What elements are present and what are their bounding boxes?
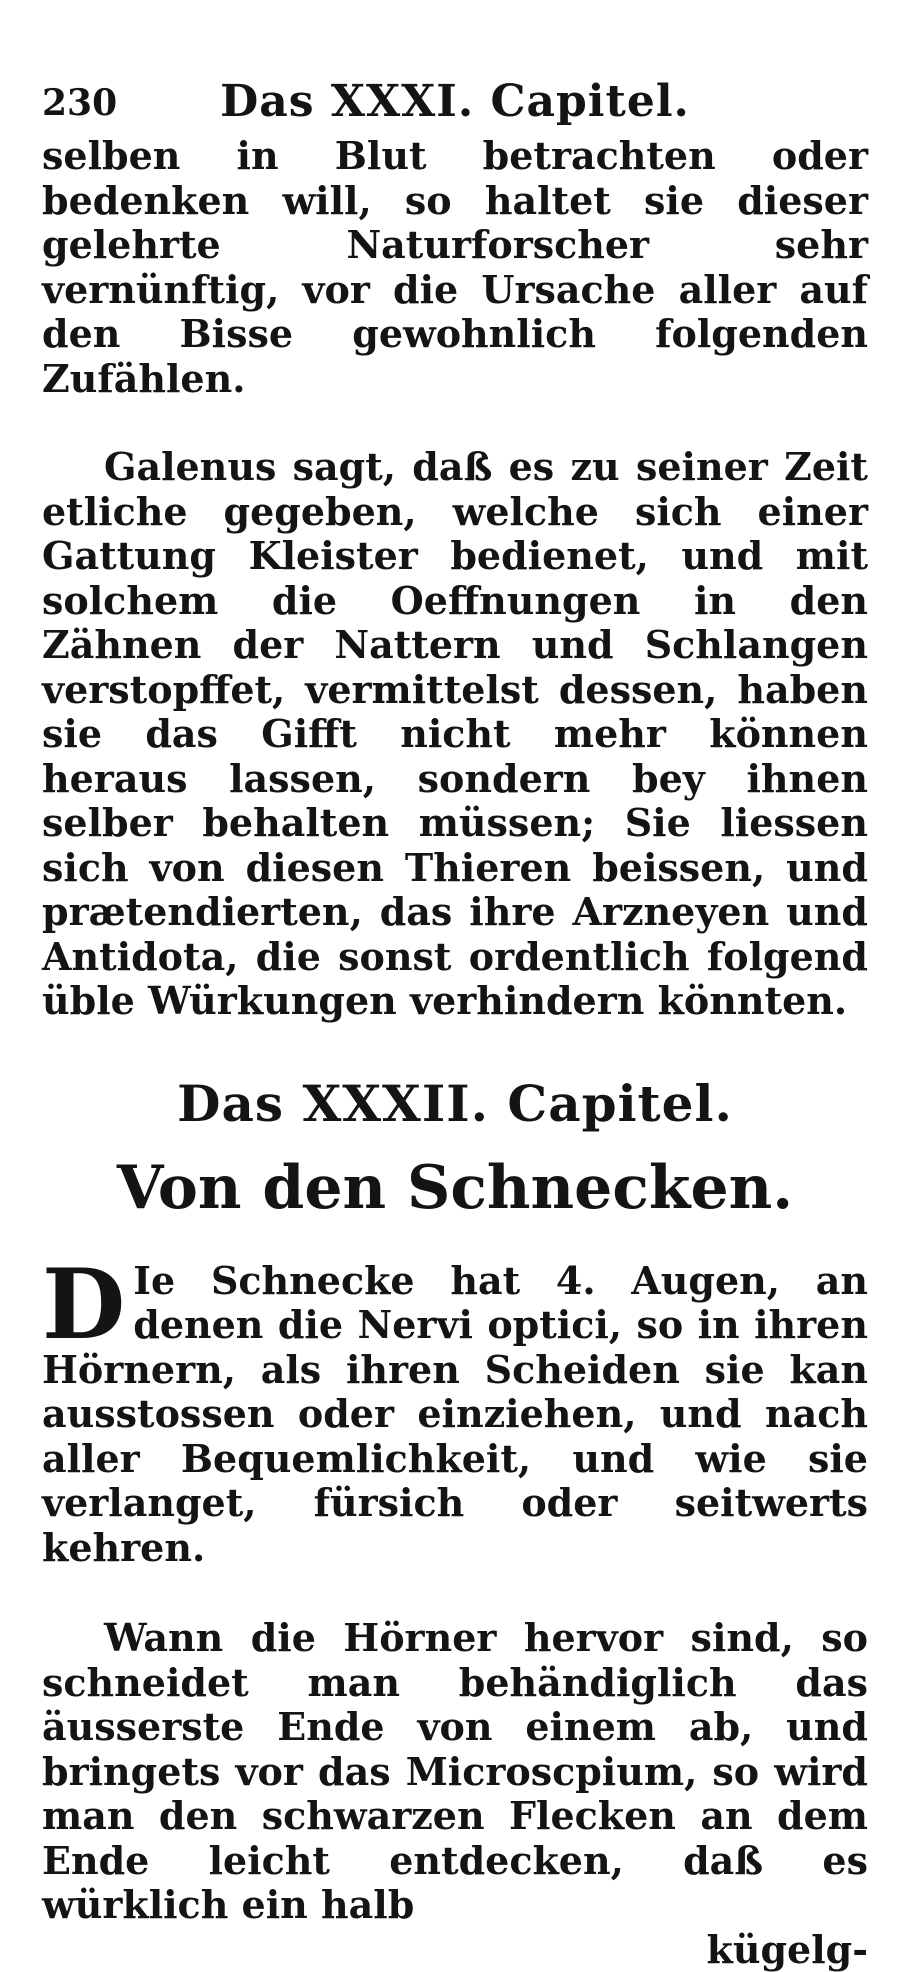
chapter-heading: Das XXXII. Capitel. bbox=[42, 1074, 868, 1133]
paragraph-schnecke bbox=[42, 1259, 868, 1571]
running-title: Das XXXI. Capitel. bbox=[42, 76, 868, 127]
paragraph-wann: Wann die Hörner hervor sind, so schneidet man behändiglich das äusserste Ende von einem ab, und bringets vor das Microscpium, so wird man den schwarzen Flecken an dem Ende leicht entdecken, daß es würklich ein halb bbox=[42, 1616, 868, 1928]
chapter-subtitle: Von den Schnecken. bbox=[42, 1153, 868, 1223]
paragraph-continuation: selben in Blut betrachten oder bedenken will, so haltet sie dieser gelehrte Naturforscher sehr vernünftig, vor die Ursache aller auf den Bisse gewohnlich folgenden Zufählen. bbox=[42, 134, 868, 401]
catchword: kügelg- bbox=[42, 1928, 868, 1972]
paragraph-schnecke-text: Ie Schnecke hat 4. Augen, an denen die Nervi optici, so in ihren Hörnern, als ihren Scheiden sie kan ausstossen oder einziehen, und nach aller Bequemlichkeit, und wie sie verlanget, fürsich oder seitwerts kehren. bbox=[42, 1258, 868, 1570]
drop-cap: D bbox=[42, 1263, 125, 1347]
page-number: 230 bbox=[42, 82, 117, 124]
running-head bbox=[42, 72, 868, 128]
paragraph-galenus: Galenus sagt, daß es zu seiner Zeit etliche gegeben, welche sich einer Gattung Kleister bedienet, und mit solchem die Oeffnungen in den Zähnen der Nattern und Schlangen verstopffet, vermittelst dessen, haben sie das Gifft nicht mehr können heraus lassen, sondern bey ihnen selber behalten müssen; Sie liessen sich von diesen Thieren beissen, und prætendierten, das ihre Arzneyen und Antidota, die sonst ordentlich folgend üble Würkungen verhindern könnten. bbox=[42, 445, 868, 1024]
